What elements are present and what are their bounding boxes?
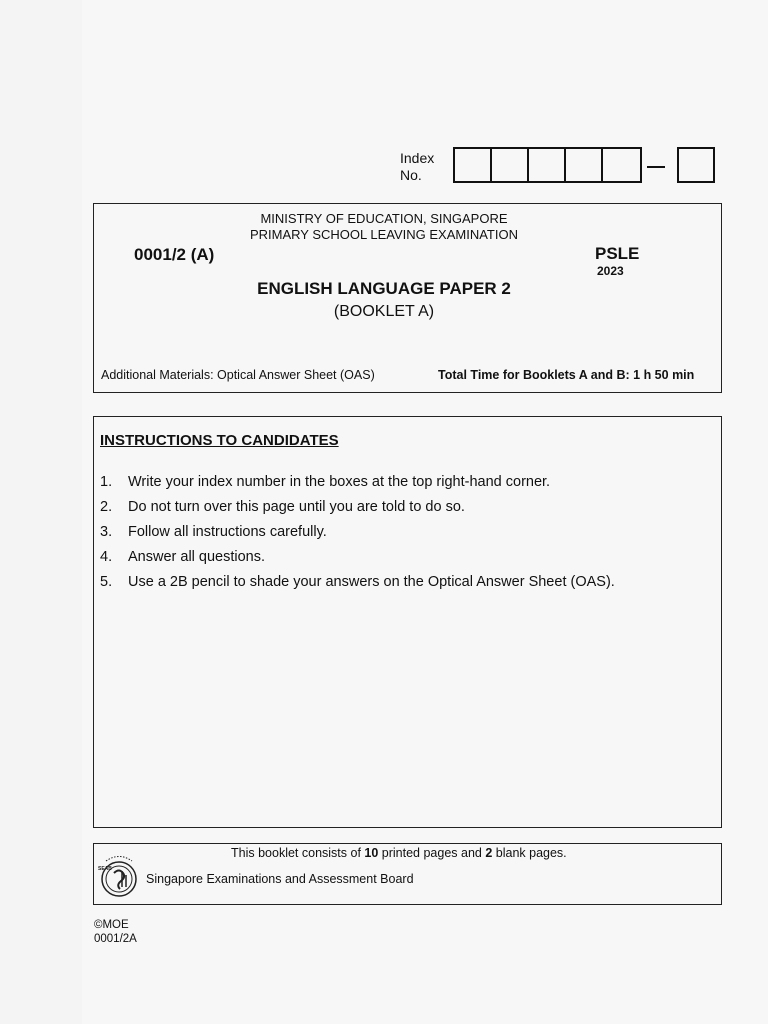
exam-name: PRIMARY SCHOOL LEAVING EXAMINATION bbox=[249, 227, 518, 242]
instruction-number: 4. bbox=[100, 549, 113, 565]
booklet-label: (BOOKLET A) bbox=[333, 303, 435, 320]
instruction-item bbox=[100, 499, 615, 524]
index-label-line2: No. bbox=[400, 167, 422, 183]
instructions-list bbox=[100, 474, 615, 599]
paper-code: 0001/2 (A) bbox=[134, 245, 215, 264]
board-name: Singapore Examinations and Assessment Board bbox=[146, 872, 414, 886]
exam-year: 2023 bbox=[597, 264, 624, 278]
paper-title: ENGLISH LANGUAGE PAPER 2 bbox=[257, 279, 511, 298]
copyright-block bbox=[94, 918, 137, 946]
instruction-item bbox=[100, 524, 615, 549]
instruction-item bbox=[100, 474, 615, 499]
index-no-label bbox=[400, 150, 434, 184]
index-dash bbox=[647, 166, 665, 168]
instruction-number: 2. bbox=[100, 499, 113, 515]
instructions-heading: INSTRUCTIONS TO CANDIDATES bbox=[100, 432, 339, 449]
instruction-text: Write your index number in the boxes at the top right-hand corner. bbox=[128, 474, 551, 490]
total-time: Total Time for Booklets A and B: 1 h 50 min bbox=[438, 368, 695, 382]
index-digit-box[interactable] bbox=[529, 149, 566, 181]
index-digit-box[interactable] bbox=[603, 149, 640, 181]
page-count-note bbox=[231, 846, 567, 860]
page-count-suffix: blank pages. bbox=[492, 846, 567, 860]
copyright-line: ©MOE bbox=[94, 919, 129, 931]
instruction-item bbox=[100, 549, 615, 574]
instruction-text: Do not turn over this page until you are told to do so. bbox=[128, 499, 465, 515]
page-count-prefix: This booklet consists of bbox=[231, 846, 365, 860]
blank-page-count: 2 bbox=[485, 846, 493, 860]
psle-label: PSLE bbox=[595, 244, 640, 263]
instruction-number: 5. bbox=[100, 574, 113, 590]
index-check-box[interactable] bbox=[677, 147, 715, 183]
instruction-text: Follow all instructions carefully. bbox=[128, 524, 327, 540]
instruction-text: Use a 2B pencil to shade your answers on the Optical Answer Sheet (OAS). bbox=[128, 574, 615, 590]
page-count-middle: printed pages and bbox=[378, 846, 486, 860]
instruction-number: 3. bbox=[100, 524, 113, 540]
additional-materials: Additional Materials: Optical Answer Sheet (OAS) bbox=[101, 368, 375, 382]
ministry-heading bbox=[0, 211, 768, 243]
copyright-code: 0001/2A bbox=[94, 933, 137, 945]
index-digit-box[interactable] bbox=[492, 149, 529, 181]
instruction-number: 1. bbox=[100, 474, 113, 490]
seab-logo-icon bbox=[96, 851, 142, 901]
seab-logo-text: SEAB bbox=[98, 866, 112, 872]
instruction-text: Answer all questions. bbox=[128, 549, 266, 565]
instruction-item bbox=[100, 574, 615, 599]
index-label-line1: Index bbox=[400, 150, 435, 166]
printed-page-count: 10 bbox=[364, 846, 379, 860]
index-digit-box[interactable] bbox=[566, 149, 603, 181]
index-number-boxes[interactable] bbox=[453, 147, 642, 183]
index-digit-box[interactable] bbox=[455, 149, 492, 181]
ministry-name: MINISTRY OF EDUCATION, SINGAPORE bbox=[260, 211, 508, 226]
